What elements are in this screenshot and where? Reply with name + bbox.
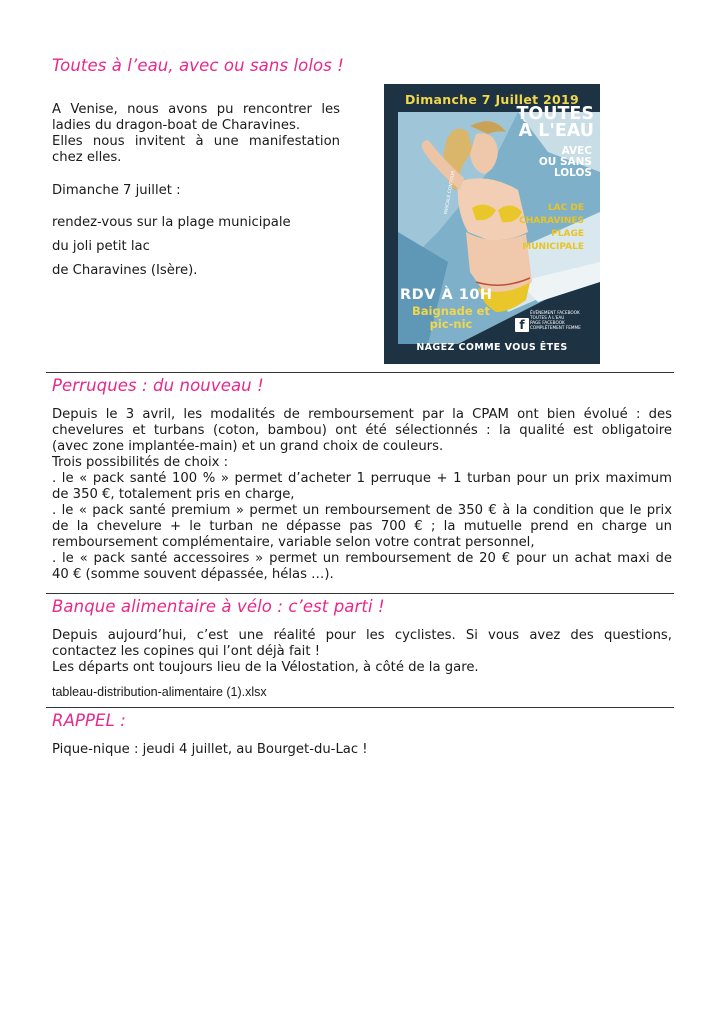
poster-rdv: RDV À 10H	[400, 287, 493, 303]
paragraph-line: contactez les copines qui l’ont déjà fait !	[52, 644, 320, 659]
rdv-line: de Charavines (Isère).	[52, 263, 198, 278]
attachment-filename: tableau-distribution-alimentaire (1).xlsx	[52, 685, 267, 699]
poster-title-line: TOUTES	[516, 104, 594, 124]
paragraph-line: Depuis aujourd’hui, c’est une réalité pour les cyclistes. Si vous avez des questions,	[52, 628, 672, 643]
paragraph-line: (avec zone implantée-main) et un grand choix de couleurs.	[52, 439, 444, 454]
section-title-toutes-a-leau: Toutes à l’eau, avec ou sans lolos !	[52, 56, 345, 75]
paragraph-line: . le « pack santé 100 % » permet d’acheter 1 perruque + 1 turban pour un prix maximum	[52, 471, 672, 486]
poster-place-line: PLAGE	[551, 229, 584, 239]
poster-activity-line: pic-nic	[429, 317, 473, 331]
poster-facebook-line: PAGE FACEBOOK	[530, 320, 565, 325]
rdv-line: du joli petit lac	[52, 239, 150, 254]
poster-activity-line: Baignade et	[412, 304, 490, 318]
paragraph-line: chevelures et turbans (coton, bambou) ont été sélectionnés : la qualité est obligatoire	[52, 423, 672, 438]
poster-title-line: À L'EAU	[518, 121, 594, 141]
paragraph-line: . le « pack santé accessoires » permet un remboursement de 20 € pour un achat maxi de	[52, 551, 672, 566]
facebook-icon: f	[515, 318, 529, 332]
poster-subtitle-line: AVEC	[561, 145, 592, 157]
event-poster	[384, 84, 600, 364]
intro-line: Elles nous invitent à une manifestation	[52, 134, 340, 149]
poster-facebook-line: ÉVÉNEMENT FACEBOOK	[530, 310, 580, 315]
poster-place-line: MUNICIPALE	[522, 242, 584, 252]
section-divider	[46, 707, 674, 708]
poster-title	[494, 106, 594, 140]
poster-facebook-line: TOUTES À L'EAU	[530, 315, 565, 320]
paragraph-line: Pique-nique : jeudi 4 juillet, au Bourget-du-Lac !	[52, 742, 368, 757]
paragraph-line: Trois possibilités de choix :	[52, 455, 229, 470]
paragraph-line: de la chevelure + le turban ne dépasse pas 700 € ; la mutuelle prend en charge un	[52, 519, 672, 534]
paragraph-line: Depuis le 3 avril, les modalités de remboursement par la CPAM ont bien évolué : des	[52, 407, 672, 422]
section-title-rappel: RAPPEL :	[52, 711, 126, 730]
intro-line: ladies du dragon-boat de Charavines.	[52, 118, 301, 133]
poster-subtitle-line: OU SANS	[538, 156, 592, 168]
section-title-banque-alimentaire: Banque alimentaire à vélo : c’est parti !	[52, 597, 385, 616]
intro-line: A Venise, nous avons pu rencontrer les	[52, 102, 340, 117]
intro-line: chez elles.	[52, 150, 122, 165]
section-title-perruques: Perruques : du nouveau !	[52, 376, 264, 395]
poster-place	[484, 202, 584, 254]
section-divider	[46, 372, 674, 373]
poster-place-line: LAC DE	[547, 203, 584, 213]
poster-date: Dimanche 7 Juillet 2019	[404, 92, 580, 107]
event-date: Dimanche 7 juillet :	[52, 183, 181, 198]
paragraph-line: 40 € (somme souvent dépassée, hélas …).	[52, 567, 334, 582]
poster-slogan: NAGEZ COMME VOUS ÊTES	[416, 342, 568, 353]
paragraph-line: de 350 €, totalement pris en charge,	[52, 487, 295, 502]
poster-activity	[396, 305, 506, 331]
section-divider	[46, 593, 674, 594]
poster-facebook-line: COMPLÈTEMENT FEMME	[530, 325, 581, 330]
paragraph-line: remboursement complémentaire, variable selon votre contrat personnel,	[52, 535, 535, 550]
poster-subtitle-line: LOLOS	[553, 167, 592, 179]
poster-subtitle	[492, 146, 592, 179]
rdv-line: rendez-vous sur la plage municipale	[52, 215, 291, 230]
paragraph-line: . le « pack santé premium » permet un remboursement de 350 € à la condition que le prix	[52, 503, 672, 518]
poster-place-line: CHARAVINES	[519, 216, 584, 226]
paragraph-line: Les départs ont toujours lieu de la Vélostation, à côté de la gare.	[52, 660, 479, 675]
poster-vertical-credit: PASCALE CONTOUR	[444, 170, 457, 215]
poster-facebook-text	[530, 310, 594, 330]
